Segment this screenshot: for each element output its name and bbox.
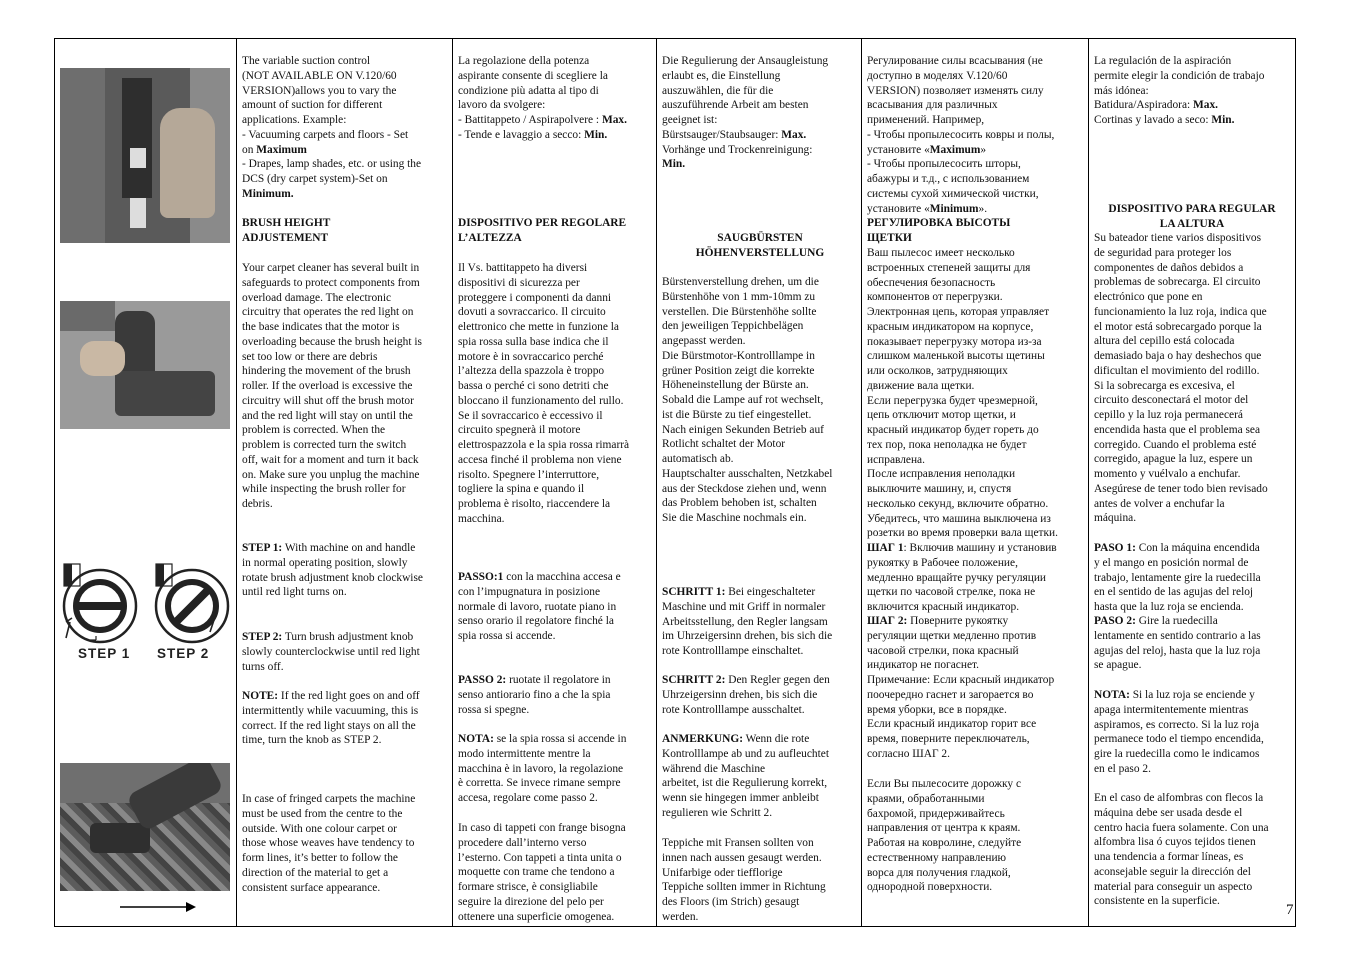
note-text: NOTA: se la spia rossa si accende in modo intermittente mentre la macchina è in lavoro, la regolazione è corretta. Se invece rimane sempre accesa, regolare come passo 2. <box>458 733 627 804</box>
column-divider <box>236 38 237 927</box>
step-1-caption: STEP 1 <box>78 646 131 661</box>
suction-control-text: The variable suction control (NOT AVAILABLE ON V.120/60 VERSION)allows you to vary the amount of suction for different applications. Example: - Vacuuming carpets and floors - Set on Maximum - Drapes, lamp shades, etc. or using the DCS (dry carpet system)-Set on Minimum. <box>242 55 422 200</box>
right-arrow-icon <box>120 900 196 914</box>
step-2-text: SCHRITT 2: Den Regler gegen den Uhrzeigersinn drehen, bis sich die rote Kontrolllampe ausschaltet. <box>662 674 830 716</box>
step-2-text: PASSO 2: ruotate il regolatore in senso antiorario fino a che la spia rossa si spegne. <box>458 674 611 716</box>
fringed-carpet-text: Teppiche mit Fransen sollten von innen nach aussen gesaugt werden. Unifarbige oder tiefflorige Teppiche sollten immer in Richtung des Floors (im Strich) gesaugt werden. <box>662 837 826 923</box>
photo-suction-control <box>60 68 230 243</box>
safeguards-paragraph: Bürstenverstellung drehen, um die Bürstenhöhe von 1 mm-10mm zu verstellen. Die Bürstenhöhe sollte den jeweiligen Teppichbelägen angepasst werden. Die Bürstmotor-Kontrolllampe in grüner Position zeigt die korrekte Höheneinstellung der Bürste an. Sobald die Lampe auf rot wechselt, ist die Bürste zu tief eingestellet. Nach einigen Sekunden Betrieb auf Rotlicht schaltet der Motor automatisch ab. Hauptschalter ausschalten, Netzkabel aus der Steckdose ziehen und, wenn das Problem behoben ist, schalten Sie die Maschine nochmals ein. <box>662 276 833 524</box>
suction-control-text: Регулирование силы всасывания (не доступно в моделях V.120/60 VERSION) позволяет изменять силу всасывания для различных применений. Например, - Чтобы пропылесосить ковры и полы, установите «Maximum» - Чтобы пропылесосить шторы, абажуры и т.д., с использованием системы сухой химической чистки, установите «Minimum». <box>867 55 1055 215</box>
section-heading: SAUGBÜRSTEN HÖHENVERSTELLUNG <box>695 232 825 259</box>
column-divider <box>861 38 862 927</box>
note-text: ANMERKUNG: Wenn die rote Kontrolllampe ab und zu aufleuchtet während die Maschine arbeitet, ist die Regulierung korrekt, wenn sie hingegen immer anbleibt regulieren wie Schritt 2. <box>662 733 830 819</box>
step-1-text: SCHRITT 1: Bei eingeschalteter Maschine und mit Griff in normaler Arbeitsstellung, den Regler langsam im Uhrzeigersinn drehen, bis sich die rote Kontrolllampe einschaltet. <box>662 586 833 657</box>
step-1-text: PASSO:1 con la macchina accesa e con l’impugnatura in posizione normale di lavoro, ruotate piano in senso orario il regolatore finché la spia rossa si accende. <box>458 571 621 642</box>
fringed-carpet-text: En el caso de alfombras con flecos la máquina debe ser usada desde el centro hacia fuera solamente. Con una alfombra lisa ó cuyos tejidos tienen una tendencia a formar líneas, es aconsejable seguir la dirección del material para conseguir un aspecto consistente en la superficie. <box>1094 792 1269 908</box>
note-text: NOTE: If the red light goes on and off intermittently while vacuuming, this is correct. If the red light stays on all the time, turn the knob as STEP 2. <box>242 690 420 747</box>
suction-control-text: La regolazione della potenza aspirante consente di scegliere la condizione più adatta al tipo di lavoro da svolgere: - Battitappeto / Aspirapolvere : Max. - Tende e lavaggio a secco: Min. <box>458 55 627 141</box>
column-divider <box>452 38 453 927</box>
section-heading: DISPOSITIVO PER REGOLARE L’ALTEZZA <box>458 217 627 244</box>
column-divider <box>1088 38 1089 927</box>
safeguards-paragraph: Il Vs. battitappeto ha diversi dispositivi di sicurezza per proteggere i componenti da danni dovuti a sovraccarico. Il circuito elettronico che mette in funzione la spia rossa sulla base indica che il motore è in sovraccarico perché l’altezza della spazzola è troppo bassa o perché ci sono detriti che bloccano il funzionamento del rullo. Se il sovraccarico è eccessivo il circuito spegnerà il motore elettrospazzola e la spia rossa rimarrà accesa finché il problema non viene risolto. Spegnere l’interruttore, togliere la spina e quando il problema è risolto, riaccendere la macchina. <box>458 262 630 525</box>
page-number: 7 <box>1286 902 1294 918</box>
suction-control-text: La regulación de la aspiración permite elegir la condición de trabajo más idónea: Batidura/Aspiradora: Max. Cortinas y lavado a seco: Min. <box>1094 55 1265 126</box>
step-2-text: STEP 2: Turn brush adjustment knob slowly counterclockwise until red light turns off. <box>242 631 420 673</box>
suction-control-text: Die Regulierung der Ansaugleistung erlaubt es, die Einstellung auszuwählen, die für die auszuführende Arbeit am besten geeignet ist: Bürstsauger/Staubsauger: Max. Vorhänge und Trockenreinigung: Min. <box>662 55 829 171</box>
column-divider <box>656 38 657 927</box>
section-heading: DISPOSITIVO PARA REGULAR LA ALTURA <box>1108 203 1276 230</box>
photo-fringed-carpet <box>60 763 230 891</box>
safeguards-paragraph: Ваш пылесос имеет несколько встроенных степеней защиты для обеспечения безопасность компонентов от перегрузки. Электронная цепь, которая управляет красным индикатором на корпусе, показывает перегрузку мотора из-за слишком маленькой высоты щетины или осколков, затрудняющих движение вала щетки. Если перегрузка будет чрезмерной, цепь отключит мотор щетки, и красный индикатор будет гореть до тех пор, пока неполадка не будет исправлена. После исправления неполадки выключите машину, и, спустя несколько секунд, включите обратно. Убедитесь, что машина выключена из розетки во время проверки вала щетки. <box>867 247 1058 540</box>
step-1-text: PASO 1: Con la máquina encendida y el mango en posición normal de trabajo, lentamente gire la ruedecilla en el sentido de las agujas del reloj hasta que la luz roja se encienda. <box>1094 542 1261 613</box>
fringed-carpet-text: In caso di tappeti con frange bisogna procedere dall’interno verso l’esterno. Con tappeti a tinta unita o moquette con trame che tendono a formare strisce, è consigliabile seguire la direzione del pelo per ottenere una superficie omogenea. <box>458 822 626 923</box>
step-1-text: STEP 1: With machine on and handle in normal operating position, slowly rotate brush adjustment knob clockwise until red light turns on. <box>242 542 423 599</box>
step-2-knob-icon <box>156 564 228 642</box>
section-heading: РЕГУЛИРОВКА ВЫСОТЫ ЩЕТКИ <box>867 217 1011 244</box>
step-2-text: ШАГ 2: Поверните рукоятку регуляции щетки медленно против часовой стрелки, пока красный индикатор не погаснет. Примечание: Если красный индикатор поочередно гаснет и загорается во время уборки, все в порядке. Если красный индикатор горит все время, поверните переключатель, согласно ШАГ 2. <box>867 615 1055 760</box>
step-1-knob-icon <box>64 564 136 642</box>
step-2-text: PASO 2: Gire la ruedecilla lentamente en sentido contrario a las agujas del reloj, hasta que la luz roja se apague. <box>1094 615 1261 672</box>
safeguards-paragraph: Su bateador tiene varios dispositivos de seguridad para proteger los componentes de daños debidos a problemas de sobrecarga. El circuito electrónico que pone en funcionamiento la luz roja, indica que el motor está sobrecargado porque la altura del cepillo está colocada demasiado baja o hay deshechos que dificultan el movimiento del rodillo. Si la sobrecarga es excesiva, el circuito desconectará el motor del cepillo y la luz roja permanecerá encendida hasta que el problema sea corregido. Cuando el problema esté corregido, apague la luz, espere un momento y vuélvalo a enchufar. Asegúrese de tener todo bien revisado antes de volver a enchufar la máquina. <box>1094 232 1268 525</box>
fringed-carpet-text: Если Вы пылесосите дорожку с краями, обработанными бахромой, придерживайтесь направления от центра к краям. Работая на ковролине, следуйте естественному направлению ворса для получения гладкой, однородной поверхности. <box>867 778 1022 894</box>
fringed-carpet-text: In case of fringed carpets the machine must be used from the centre to the outside. With one colour carpet or those whose weaves have tendency to form lines, it’s better to follow the direction of the material to get a consistent surface appearance. <box>242 793 416 894</box>
section-heading: BRUSH HEIGHT ADJUSTEMENT <box>242 217 331 244</box>
note-text: NOTA: Si la luz roja se enciende y apaga intermitentemente mientras aspiramos, es correcto. Si la luz roja permanece todo el tiempo encendida, gire la ruedecilla como le indicamos en el paso 2. <box>1094 689 1264 775</box>
photo-brush-knob <box>60 301 230 429</box>
step-1-text: ШАГ 1: Включив машину и установив рукоятку в Рабочее положение, медленно вращайте ручку регуляции щетки по часовой стрелке, пока не включится красный индикатор. <box>867 542 1057 613</box>
step-2-caption: STEP 2 <box>157 646 210 661</box>
safeguards-paragraph: Your carpet cleaner has several built in safeguards to protect components from overload damage. The electronic circuitry that operates the red light on the base indicates that the motor is overloading because the brush height is set too low or there are debris hindering the movement of the brush roller. If the overload is excessive the circuitry will shut off the brush motor and the red light will stay on until the problem is corrected. When the problem is corrected turn the switch off, wait for a moment and turn it back on. Make sure you unplug the machine while inspecting the brush roller for debris. <box>242 262 422 510</box>
